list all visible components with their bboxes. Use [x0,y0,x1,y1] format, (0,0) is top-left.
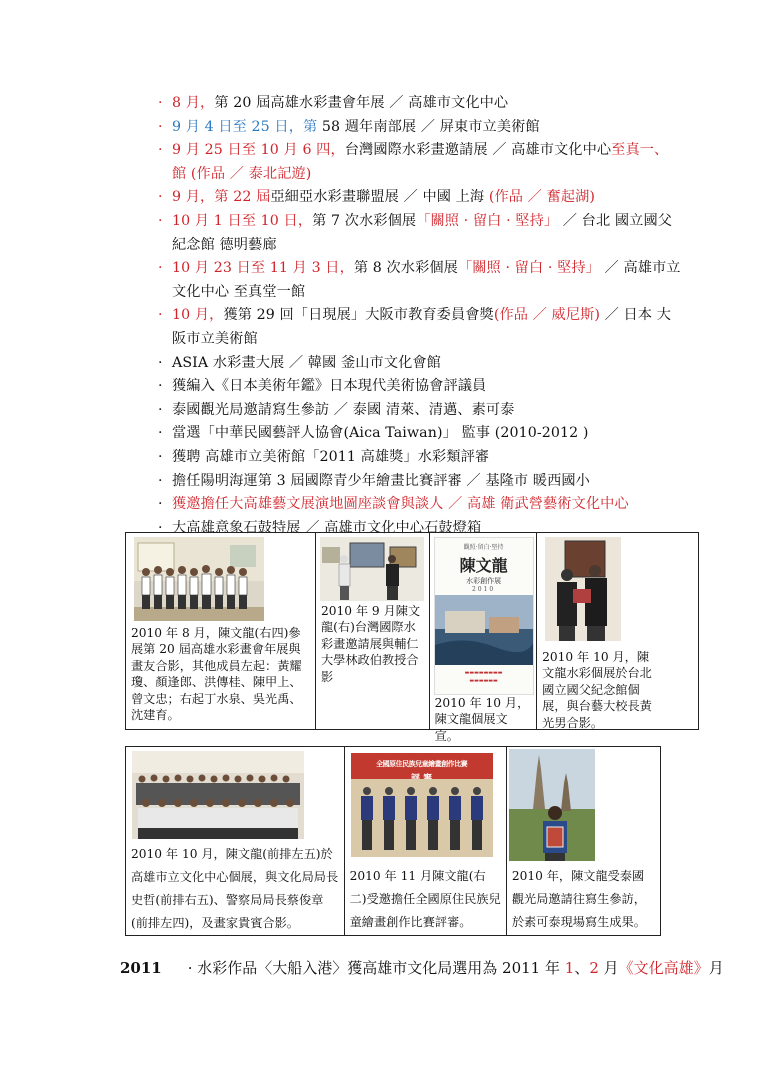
activity-text: 第 8 次水彩個展 [353,260,458,277]
bullet-icon: · [158,354,163,371]
bullet-icon: · [158,212,163,229]
activity-text: 紀念館 德明藝廊 [172,236,277,253]
photo-cell-poster [429,533,537,743]
footer-segment: 1 [564,959,575,977]
activity-item [158,92,698,116]
footer-segment: 《文化高雄》 [618,959,709,977]
activity-text: 第 7 次水彩個展 [312,212,417,229]
footer-text [188,959,724,977]
activity-text: 第 20 屆高雄水彩畫會年展 ／ 高雄市文化中心 [214,95,509,111]
photo-cell-international-exhibition [315,533,429,730]
activity-item [158,446,698,470]
activity-text: 「關照 · 留白 · 堅持」 [416,212,559,229]
bullet-icon: · [158,95,163,111]
footer-segment: 月 [708,959,724,977]
footer-line [120,957,724,978]
photo-cell-indigenous-contest [344,747,506,936]
activity-item [158,399,698,423]
bullet-icon: · [158,118,163,135]
activity-text: 獲邀擔任大高雄藝文展演地圖座談會與談人 ／ 高雄 衛武營藝術文化中心 [172,496,629,513]
activity-item [158,422,698,446]
exhibition-photo [320,537,424,601]
activity-text: 台灣國際水彩畫邀請展 ／ 高雄市文化中心 [344,142,612,159]
activity-continuation [172,281,698,305]
contest-photo [351,753,493,857]
photo-cell-sun-yat-sen-hall [537,533,699,730]
activity-item [158,493,698,517]
activity-item [158,139,698,186]
activity-text: 獲聘 高雄市立美術館「2011 高雄獎」水彩類評審 [172,448,490,465]
activity-text: 9 月 4 日至 25 日，第 [172,118,318,135]
caption-1: 2010 年 8 月，陳文龍(右四)參展第 20 屆高雄水彩畫會年展與畫友合影，其他成員左起：黃耀瓊、顏逢郎、洪傳桂、陳甲上、曾文忠；右起丁水泉、吳光禹、沈建育。 [131,626,302,723]
bullet-icon: · [158,425,163,442]
photo-cell-kaohsiung-exhibition [126,747,345,936]
activity-text: 亞細亞水彩畫聯盟展 ／ 中國 上海 [270,189,489,206]
activity-continuation [172,328,698,352]
poster-title: 陳文龍 [459,556,508,575]
activity-text: 9 月 25 日至 10 月 6 四， [172,142,345,159]
bullet-icon: · [158,401,163,418]
exhibition-poster: 觀照·留白·堅持 陳文龍 水彩創作展 2010 ▬▬▬▬▬▬▬▬ ▬▬▬▬▬▬ [434,537,534,695]
activity-text: 9 月，第 22 屆 [172,189,271,206]
activity-text: 至真一、 [611,142,669,159]
activity-text: 當選「中華民國藝評人協會(Aica Taiwan)」 監事 (2010-2012 ) [172,425,589,442]
caption-5: 2010 年 10 月，陳文龍(前排左五)於高雄市立文化中心個展，與文化局局長史哲(前排右五)、警察局局長蔡俊章(前排左四)，及畫家貴賓合影。 [131,847,339,930]
activity-item [158,186,698,210]
activity-text: 10 月 23 日至 11 月 3 日， [172,260,354,277]
activity-continuation [172,163,698,187]
activity-text: 擔任陽明海運第 3 屆國際青少年繪畫比賽評審 ／ 基隆市 暖西國小 [172,472,590,489]
footer-segment: · 水彩作品〈大船入港〉獲高雄市文化局選用為 2011 年 [187,959,565,977]
bullet-icon: · [158,378,163,395]
activity-text: 館 (作品 ／ 泰北記遊) [172,165,312,182]
activity-text: 獲第 29 回「日現展」大阪市教育委員會獎 [223,307,494,324]
activity-text: ASIA 水彩畫大展 ／ 韓國 釜山市文化會館 [172,354,441,371]
poster-sub: 水彩創作展 [466,577,502,585]
activity-list [158,92,698,540]
activity-text: 58 週年南部展 ／ 屏東市立美術館 [317,118,540,135]
activity-text: 10 月， [172,307,224,324]
bullet-icon: · [158,189,163,206]
sun-yat-sen-hall-photo [545,537,621,641]
poster-subtitle: 觀照·留白·堅持 [463,544,504,551]
photo-table-2 [125,746,661,936]
activity-continuation [172,234,698,258]
activity-text: 泰國觀光局邀請寫生參訪 ／ 泰國 清萊、清邁、素可泰 [172,401,515,418]
activity-item [158,210,698,257]
bullet-icon: · [158,472,163,489]
activity-item [158,352,698,376]
photo-cell-group-exhibition [126,533,316,730]
bullet-icon: · [158,448,163,465]
caption-3: 2010 年 10 月，陳文龍個展文宣。 [434,696,530,743]
photo-cell-thailand-trip [506,747,660,936]
caption-7: 2010 年，陳文龍受泰國觀光局邀請往寫生參訪，於素可泰現場寫生成果。 [511,869,646,929]
activity-text: 文化中心 至真堂一館 [172,283,306,300]
bullet-icon: · [158,260,163,277]
activity-text: 10 月 1 日至 10 日， [172,212,313,229]
activity-item [158,304,698,351]
activity-item [158,375,698,399]
poster-year: 2010 [471,586,496,593]
activity-item [158,257,698,304]
activity-item [158,470,698,494]
photo-table-1 [125,532,699,743]
activity-item [158,116,698,140]
bullet-icon: · [158,142,163,159]
bullet-icon: · [158,519,163,536]
activity-text: 獲編入《日本美術年鑑》日本現代美術協會評議員 [172,378,487,395]
footer-segment: 2 [589,959,599,977]
activity-text: 大高雄意象石鼓特展 ／ 高雄市文化中心石鼓燈箱 [172,519,482,536]
activity-text: 「關照 · 留白 · 堅持」 [457,260,600,277]
activity-text: 阪市立美術館 [172,330,258,347]
footer-segment: 月 [598,959,619,977]
activity-text: ／ 日本 大 [600,307,672,324]
caption-4: 2010 年 10 月，陳文龍水彩個展於台北國立國父紀念館個展，與台藝大校長黃光男合影。 [542,650,652,730]
thailand-photo [509,749,595,861]
activity-text: (作品 ／ 奮起湖) [488,189,596,206]
caption-2: 2010 年 9 月陳文龍(右)台灣國際水彩畫邀請展與輔仁大學林政伯教授合影 [320,604,421,684]
activity-text: ／ 高雄市立 [599,260,681,277]
activity-text: 8 月， [172,95,215,111]
group-photo [134,537,264,621]
activity-text: (作品 ／ 威尼斯) [493,307,601,324]
poster-painting [435,595,533,665]
bullet-icon: · [158,496,163,513]
footer-year: 2011 [120,959,162,977]
activity-text: ／ 台北 國立國父 [558,212,673,229]
kaohsiung-group-photo [132,751,304,839]
bullet-icon: · [158,307,163,324]
footer-segment: 、 [574,959,590,977]
caption-6: 2010 年 11 月陳文龍(右二)受邀擔任全國原住民族兒童繪畫創作比賽評審。 [349,869,501,929]
banner-line1: 全國原住民族兒童繪畫創作比賽 [376,759,468,768]
